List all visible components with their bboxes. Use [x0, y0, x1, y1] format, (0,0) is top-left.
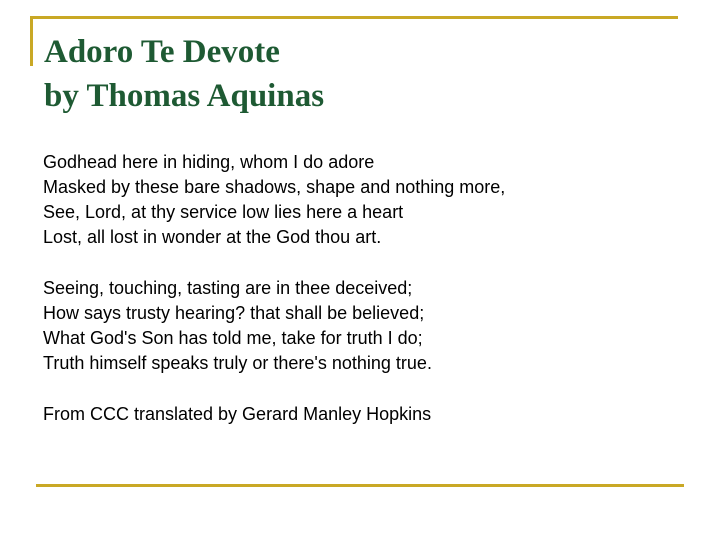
stanza-2 [43, 276, 505, 376]
poem-line: Truth himself speaks truly or there's nothing true. [43, 353, 432, 373]
title-line-2: by Thomas Aquinas [44, 78, 325, 114]
left-decorative-rule [30, 16, 33, 66]
top-decorative-rule [30, 16, 678, 19]
poem-line: What God's Son has told me, take for truth I do; [43, 328, 423, 348]
attribution: From CCC translated by Gerard Manley Hopkins [43, 404, 432, 424]
poem-line: Masked by these bare shadows, shape and nothing more, [43, 177, 506, 197]
poem-line: Godhead here in hiding, whom I do adore [43, 152, 375, 172]
slide-title [44, 30, 324, 118]
poem-line: Seeing, touching, tasting are in thee deceived; [43, 278, 413, 298]
stanza-1 [43, 150, 505, 250]
bottom-decorative-rule [36, 484, 684, 487]
poem-line: See, Lord, at thy service low lies here a heart [43, 202, 404, 222]
title-line-1: Adoro Te Devote [44, 34, 280, 70]
poem-body [43, 150, 505, 427]
poem-line: How says trusty hearing? that shall be believed; [43, 303, 425, 323]
poem-line: Lost, all lost in wonder at the God thou art. [43, 227, 382, 247]
